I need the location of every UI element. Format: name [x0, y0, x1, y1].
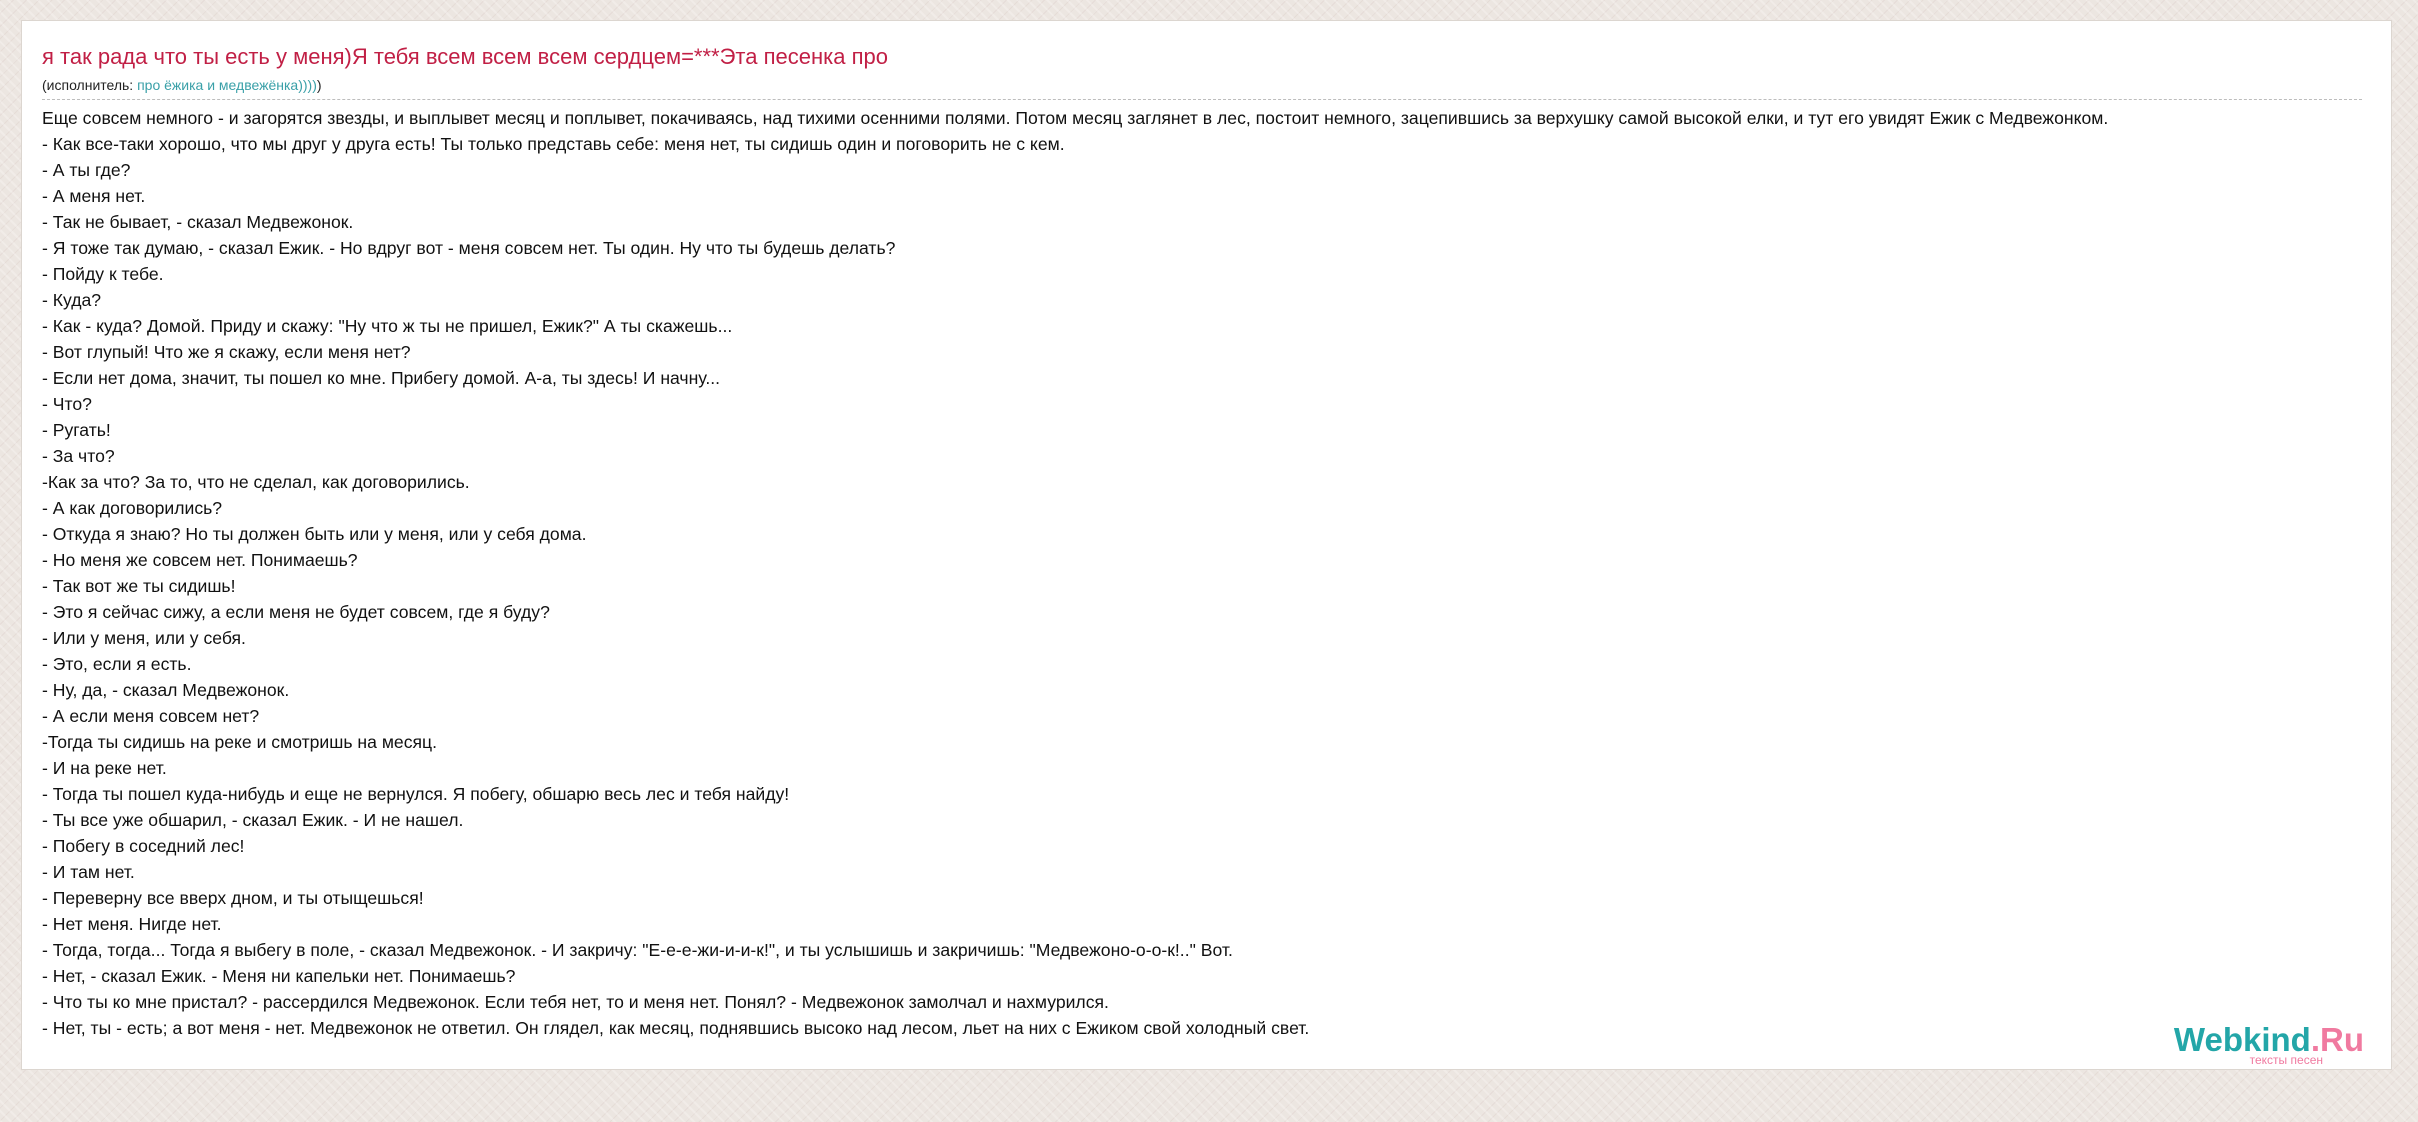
lyric-line: - Нет, ты - есть; а вот меня - нет. Медвежонок не ответил. Он глядел, как месяц, поднявшись высоко над лесом, льет на них с Ежиком свой холодный свет.	[42, 1018, 1310, 1038]
lyric-line: - Нет, - сказал Ежик. - Меня ни капельки нет. Понимаешь?	[42, 966, 516, 986]
lyric-line: - Что ты ко мне пристал? - рассердился Медвежонок. Если тебя нет, то и меня нет. Понял? - Медвежонок замолчал и нахмурился.	[42, 992, 1109, 1012]
lyric-line: - Пойду к тебе.	[42, 264, 164, 284]
lyric-line: - За что?	[42, 446, 115, 466]
artist-suffix: )	[316, 77, 322, 93]
lyric-line: - А ты где?	[42, 160, 131, 180]
logo-tagline: тексты песен	[2249, 1053, 2323, 1067]
lyric-line: - А меня нет.	[42, 186, 146, 206]
lyric-line: - Переверну все вверх дном, и ты отыщешься!	[42, 888, 424, 908]
lyric-line: - И там нет.	[42, 862, 135, 882]
lyric-line: - Куда?	[42, 290, 102, 310]
lyric-line: - А как договорились?	[42, 498, 223, 518]
lyric-line: - Вот глупый! Что же я скажу, если меня нет?	[42, 342, 411, 362]
lyric-line: - Тогда ты пошел куда-нибудь и еще не вернулся. Я побегу, обшарю весь лес и тебя найду!	[42, 784, 790, 804]
lyric-line: - Это я сейчас сижу, а если меня не будет совсем, где я буду?	[42, 602, 550, 622]
lyric-line: Еще совсем немного - и загорятся звезды, и выплывет месяц и поплывет, покачиваясь, над тихими осенними полями. Потом месяц заглянет в лес, постоит немного, зацепившись за верхушку самой высокой елки, и тут его увидят Ежик с Медвежонком.	[42, 108, 2109, 128]
lyric-line: - И на реке нет.	[42, 758, 167, 778]
lyric-line: - Но меня же совсем нет. Понимаешь?	[42, 550, 358, 570]
song-title: я так рада что ты есть у меня)Я тебя всем всем всем сердцем=***Эта песенка про	[42, 44, 888, 69]
lyric-line: - Так вот же ты сидишь!	[42, 576, 236, 596]
lyric-line: - Или у меня, или у себя.	[42, 628, 246, 648]
lyric-line: - Ты все уже обшарил, - сказал Ежик. - И не нашел.	[42, 810, 464, 830]
lyric-line: -Тогда ты сидишь на реке и смотришь на месяц.	[42, 732, 437, 752]
lyric-line: - А если меня совсем нет?	[42, 706, 260, 726]
lyric-line: - Если нет дома, значит, ты пошел ко мне. Прибегу домой. А-а, ты здесь! И начну...	[42, 368, 721, 388]
lyric-line: - Так не бывает, - сказал Медвежонок.	[42, 212, 354, 232]
lyric-line: - Побегу в соседний лес!	[42, 836, 245, 856]
lyric-line: - Как все-таки хорошо, что мы друг у друга есть! Ты только представь себе: меня нет, ты сидишь один и поговорить не с кем.	[42, 134, 1065, 154]
logo-tld: .Ru	[2310, 1021, 2364, 1058]
lyric-line: - Тогда, тогда... Тогда я выбегу в поле, - сказал Медвежонок. - И закричу: "Е-е-е-жи-и-и-к!", и ты услышишь и закричишь: "Медвежоно-о-о-к!.." Вот.	[42, 940, 1233, 960]
song-header	[42, 43, 2362, 100]
lyric-line: - Как - куда? Домой. Приду и скажу: "Ну что ж ты не пришел, Ежик?" А ты скажешь...	[42, 316, 733, 336]
site-logo[interactable]	[2164, 1021, 2364, 1067]
lyric-line: - Ругать!	[42, 420, 111, 440]
logo-word: Webkind	[2173, 1021, 2311, 1058]
lyric-line: - Это, если я есть.	[42, 654, 192, 674]
artist-link[interactable]: про ёжика и медвежёнка))))	[137, 77, 317, 93]
lyric-line: - Откуда я знаю? Но ты должен быть или у меня, или у себя дома.	[42, 524, 587, 544]
lyric-line: -Как за что? За то, что не сделал, как договорились.	[42, 472, 470, 492]
lyric-line: - Что?	[42, 394, 92, 414]
artist-prefix: (исполнитель:	[42, 77, 138, 93]
lyric-line: - Я тоже так думаю, - сказал Ежик. - Но вдруг вот - меня совсем нет. Ты один. Ну что ты будешь делать?	[42, 238, 896, 258]
lyric-line: - Ну, да, - сказал Медвежонок.	[42, 680, 290, 700]
lyric-line: - Нет меня. Нигде нет.	[42, 914, 222, 934]
lyrics-text	[42, 105, 2392, 1041]
content-panel	[21, 20, 2392, 1070]
artist-line	[42, 75, 2362, 95]
